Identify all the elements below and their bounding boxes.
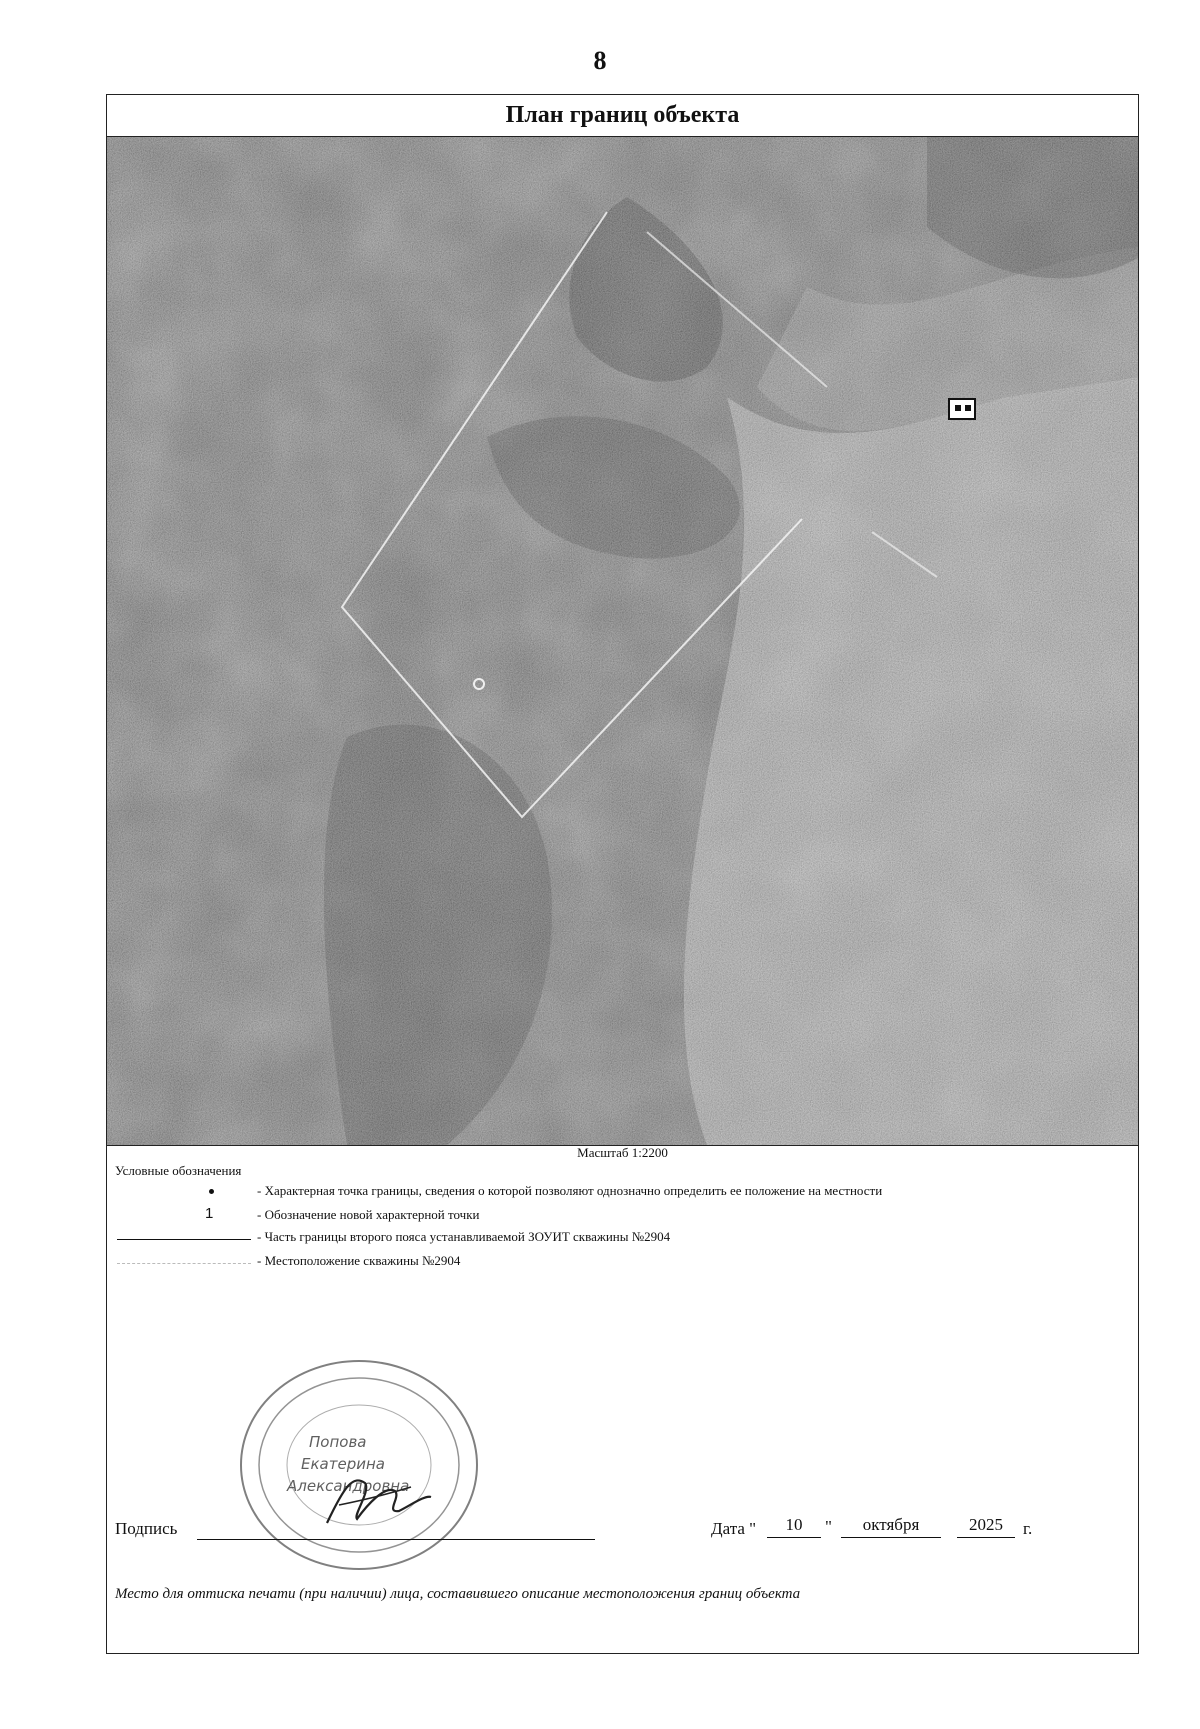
legend-item-boundary [107, 1227, 1138, 1249]
stamp-line-2: Екатерина [301, 1455, 385, 1473]
signature-label: Подпись [115, 1519, 178, 1538]
legend-symbol-solid-line [117, 1227, 237, 1249]
stamp-note: Место для оттиска печати (при наличии) лица, составившего описание местоположения границ объекта [115, 1586, 801, 1602]
point-dot-icon [209, 1189, 214, 1194]
dashed-line-icon [117, 1263, 251, 1264]
page-number: 8 [593, 46, 607, 75]
legend-item-well [107, 1251, 1138, 1273]
map-scale: Масштаб 1:2200 [577, 1145, 668, 1160]
document-frame [106, 94, 1139, 1654]
date-suffix: г. [1023, 1519, 1033, 1538]
legend-symbol-dashed-line [117, 1251, 237, 1273]
date-label: Дата " [711, 1519, 757, 1538]
signature-row [107, 1515, 1138, 1545]
legend-label: - Местоположение скважины №2904 [257, 1253, 461, 1268]
stamp-line-3: Александровна [287, 1477, 410, 1495]
date-year: 2025 [957, 1515, 1015, 1538]
legend-label: - Обозначение новой характерной точки [257, 1207, 480, 1222]
page-title: План границ объекта [107, 95, 1138, 137]
date-day: 10 [767, 1515, 821, 1538]
signature-line [197, 1539, 595, 1540]
satellite-map [107, 137, 1138, 1146]
date-month: октября [841, 1515, 941, 1538]
stamp-line-1: Попова [309, 1433, 367, 1451]
solid-line-icon [117, 1239, 251, 1240]
legend-label: - Характерная точка границы, сведения о которой позволяют однозначно определить ее положение на местности [257, 1183, 883, 1198]
date-quote: " [825, 1517, 832, 1536]
legend-label: - Часть границы второго пояса устанавливаемой ЗОУИТ скважины №2904 [257, 1229, 671, 1244]
satellite-image [107, 137, 1138, 1145]
legend-item-point [107, 1181, 1138, 1203]
legend-item-new-point [107, 1205, 1138, 1227]
legend-title: Условные обозначения [115, 1163, 242, 1178]
point-number-glyph: 1 [205, 1205, 214, 1222]
